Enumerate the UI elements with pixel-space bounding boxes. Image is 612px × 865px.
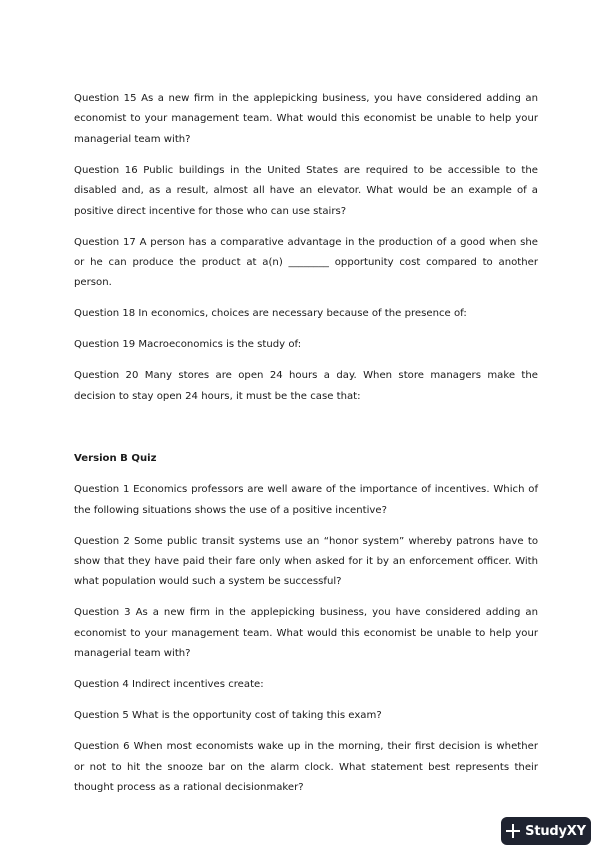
question-b-4: Question 4 Indirect incentives create: <box>74 679 264 691</box>
question-18: Question 18 In economics, choices are necessary because of the presence of: <box>74 308 467 320</box>
studyxy-badge[interactable] <box>501 817 591 845</box>
question-b-2: Question 2 Some public transit systems use an “honor system” whereby patrons have to show that they have paid their fare only when asked for it by an enforcement officer. With what population would such a system be successful? <box>74 535 538 588</box>
question-b-5: Question 5 What is the opportunity cost of taking this exam? <box>74 710 382 722</box>
question-b-6: Question 6 When most economists wake up in the morning, their first decision is whether or not to hit the snooze bar on the alarm clock. What statement best represents their thought process as a rational decisionmaker? <box>74 741 538 794</box>
document-body <box>74 89 538 799</box>
question-15: Question 15 As a new firm in the applepicking business, you have considered adding an economist to your management team. What would this economist be unable to help your managerial team with? <box>74 93 538 145</box>
question-17: Question 17 A person has a comparative advantage in the production of a good when she or he can produce the product at a(n) ________ opportunity cost compared to another person. <box>74 236 538 289</box>
question-b-1: Question 1 Economics professors are well aware of the importance of incentives. Which of the following situations shows the use of a positive incentive? <box>74 484 538 516</box>
question-16: Question 16 Public buildings in the United States are required to be accessible to the disabled and, as a result, almost all have an elevator. What would be an example of a positive direct incentive for those who can use stairs? <box>74 164 538 217</box>
plus-icon <box>506 824 520 838</box>
question-20: Question 20 Many stores are open 24 hours a day. When store managers make the decision to stay open 24 hours, it must be the case that: <box>74 370 538 402</box>
brand-label: StudyXY <box>525 823 586 839</box>
question-19: Question 19 Macroeconomics is the study of: <box>74 339 302 351</box>
section-heading: Version B Quiz <box>74 453 157 465</box>
question-b-3: Question 3 As a new firm in the applepicking business, you have considered adding an economist to your management team. What would this economist be unable to help your managerial team with? <box>74 607 538 660</box>
